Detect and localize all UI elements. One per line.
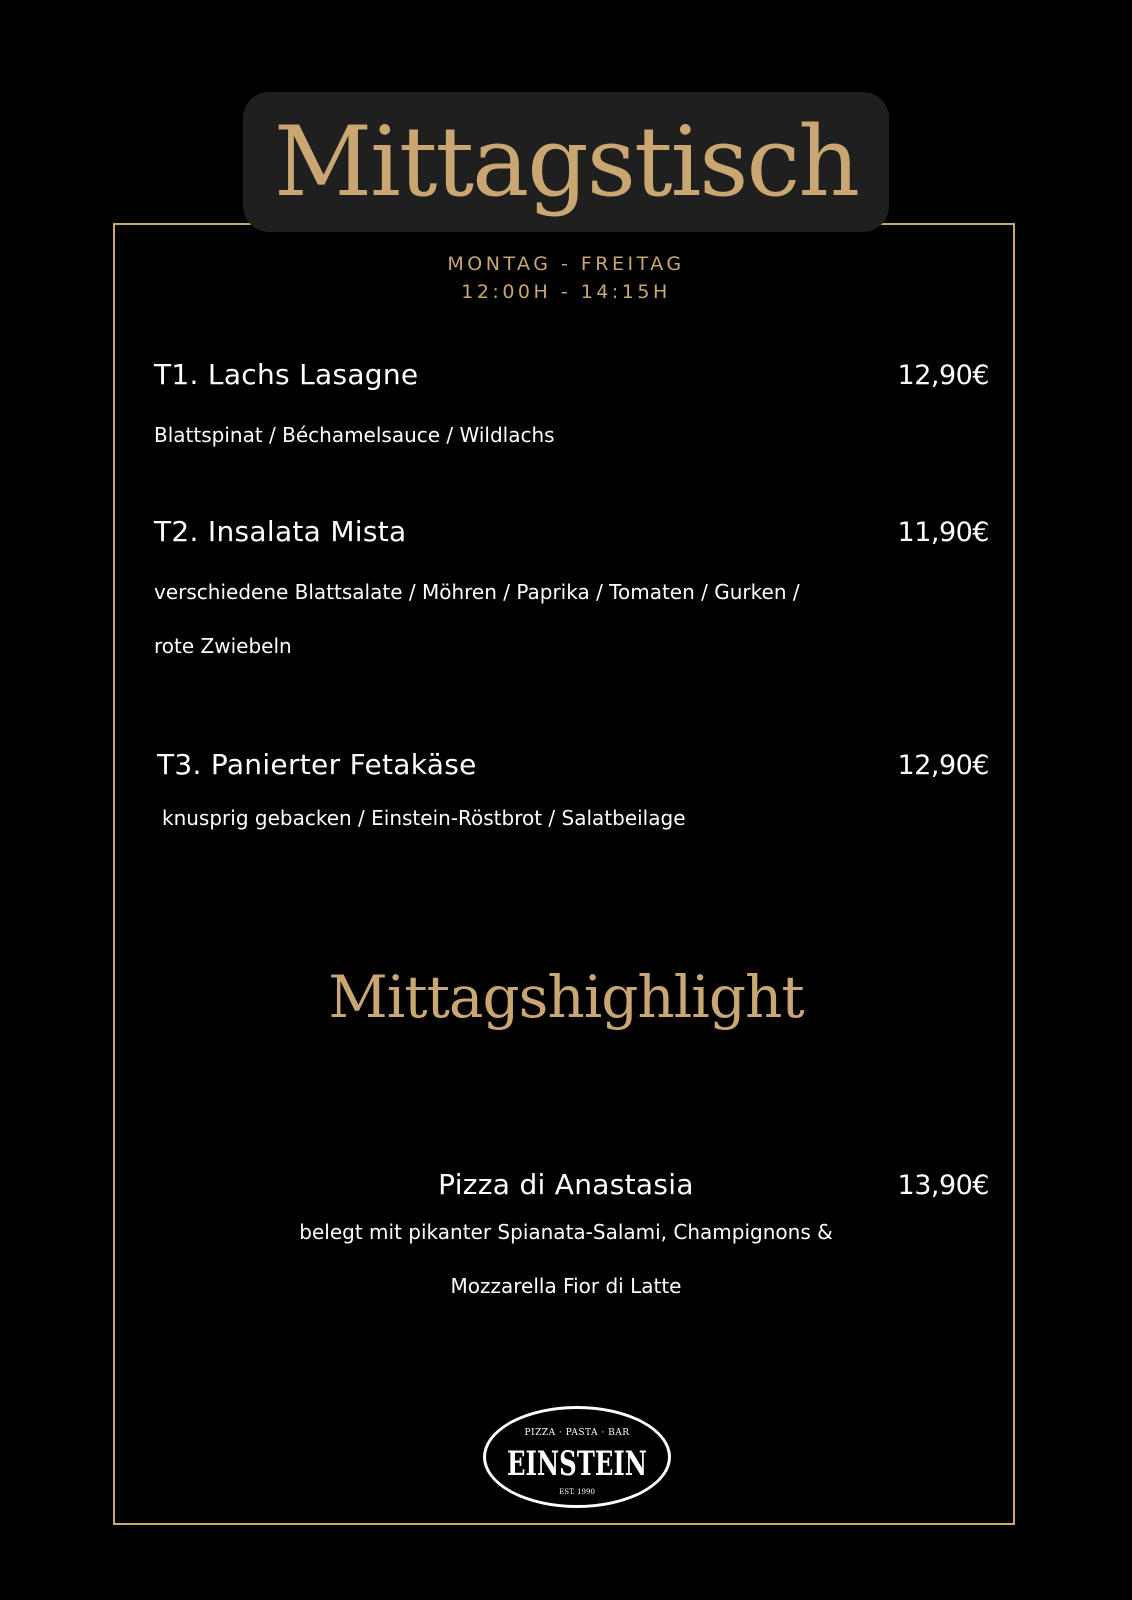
- menu-item-name: T2. Insalata Mista: [154, 515, 407, 548]
- einstein-logo: [480, 1403, 674, 1511]
- highlight-item-description: belegt mit pikanter Spianata-Salami, Champignons &: [299, 1220, 833, 1244]
- menu-item-description: rote Zwiebeln: [154, 634, 292, 658]
- logo-tagline: PIZZA · PASTA · BAR: [524, 1428, 630, 1438]
- opening-time: 12:00H - 14:15H: [461, 281, 671, 303]
- highlight-item-name: Pizza di Anastasia: [438, 1168, 694, 1201]
- highlight-title: Mittagshighlight: [328, 963, 804, 1031]
- menu-item-price: 11,90€: [897, 517, 989, 548]
- logo-name: EINSTEIN: [507, 1444, 647, 1484]
- menu-item-description: verschiedene Blattsalate / Möhren / Paprika / Tomaten / Gurken /: [154, 580, 800, 604]
- highlight-item-description: Mozzarella Fior di Latte: [450, 1274, 682, 1298]
- opening-days: MONTAG - FREITAG: [447, 253, 685, 275]
- menu-frame: [113, 223, 1015, 1525]
- menu-item-description: knusprig gebacken / Einstein-Röstbrot / Salatbeilage: [162, 806, 686, 830]
- menu-item-price: 12,90€: [897, 750, 989, 781]
- menu-item-name: T1. Lachs Lasagne: [154, 358, 419, 391]
- menu-item-name: T3. Panierter Fetakäse: [157, 748, 477, 781]
- menu-item-description: Blattspinat / Béchamelsauce / Wildlachs: [154, 423, 555, 447]
- highlight-item-price: 13,90€: [897, 1170, 989, 1201]
- menu-item-price: 12,90€: [897, 360, 989, 391]
- menu-title: Mittagstisch: [273, 106, 859, 218]
- logo-est: EST. 1990: [559, 1488, 595, 1496]
